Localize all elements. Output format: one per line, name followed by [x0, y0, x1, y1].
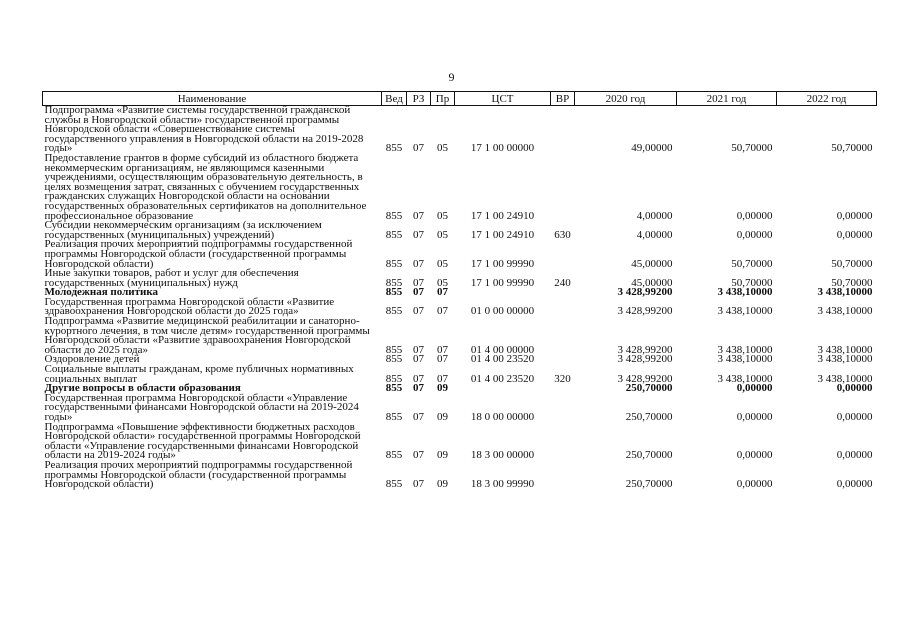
cell-2020: 4,00000 [636, 209, 673, 222]
cell-2021: 3 438,10000 [717, 372, 773, 385]
cell-2021: 0,00000 [736, 478, 773, 491]
cell-vr [551, 423, 575, 461]
cell-2021: 50,70000 [731, 257, 773, 270]
cell-vr [551, 298, 575, 317]
cell-vr [551, 288, 575, 298]
cell-ved: 855 [385, 286, 403, 299]
cell-name: Реализация прочих мероприятий подпрограммы государственной программы Новгородской области (государственной программы Новгородской области) [44, 458, 353, 491]
cell-name: Подпрограмма «Повышение эффективности бюджетных расходов Новгородской области» государственной программы Новгородской области «Управление государственными финансами Новгородской области на 2019-2024 годы» [44, 420, 361, 462]
cell-vr: 320 [554, 372, 571, 385]
cell-ved: 855 [385, 449, 403, 462]
cell-cst [455, 384, 551, 394]
cell-ved: 855 [385, 276, 403, 289]
cell-pr: 09 [437, 449, 448, 462]
table-row [43, 317, 877, 355]
column-header-ved: Вед [382, 92, 407, 106]
cell-2022: 3 438,10000 [817, 343, 873, 356]
cell-ved: 855 [385, 305, 403, 318]
cell-2022: 0,00000 [836, 209, 873, 222]
cell-name: Иные закупки товаров, работ и услуг для обеспечения государственных (муниципальных) нужд [44, 267, 299, 289]
cell-name: Молодежная политика [44, 286, 159, 299]
cell-2020: 3 428,99200 [617, 372, 673, 385]
cell-cst: 17 1 00 99990 [470, 257, 535, 270]
cell-cst [455, 288, 551, 298]
cell-2022: 50,70000 [831, 257, 873, 270]
cell-vr [551, 317, 575, 355]
cell-pr: 07 [437, 286, 448, 299]
cell-name: Подпрограмма «Развитие медицинской реабилитации и санаторно-курортного лечения, в том числе детям» государственной программы Новгородской области «Развитие здравоохранения Новгородской области до 2025 года» [44, 315, 370, 356]
cell-2020: 250,70000 [625, 449, 673, 462]
cell-pr: 05 [437, 257, 448, 270]
cell-2022: 3 438,10000 [817, 353, 873, 366]
cell-2020: 4,00000 [636, 228, 673, 241]
cell-2020: 250,70000 [625, 411, 673, 423]
cell-2022: 50,70000 [831, 142, 873, 155]
cell-rz: 07 [413, 305, 424, 318]
cell-2022: 0,00000 [836, 228, 873, 241]
cell-2021: 3 438,10000 [717, 286, 773, 299]
cell-vr [551, 355, 575, 365]
cell-2021: 0,00000 [736, 382, 773, 395]
cell-2020: 3 428,99200 [617, 286, 673, 299]
cell-rz: 07 [413, 353, 424, 366]
cell-2020: 45,00000 [631, 257, 673, 270]
column-header-2022: 2022 год [777, 92, 877, 106]
cell-2022: 0,00000 [836, 478, 873, 491]
cell-pr: 05 [437, 276, 448, 289]
cell-cst: 01 0 00 00000 [470, 305, 535, 318]
cell-2020: 45,00000 [631, 276, 673, 289]
column-header-2021: 2021 год [677, 92, 777, 106]
cell-ved: 855 [385, 411, 403, 423]
cell-name: Государственная программа Новгородской области «Управление государственными финансами Новгородской области на 2019-2024 годы» [44, 391, 359, 423]
page-number: 9 [448, 70, 455, 84]
cell-ved: 855 [385, 142, 403, 155]
cell-2021: 3 438,10000 [717, 353, 773, 366]
column-header-rz: РЗ [407, 92, 431, 106]
table-body [43, 106, 877, 490]
cell-2021: 50,70000 [731, 142, 773, 155]
cell-name: Социальные выплаты гражданам, кроме публичных нормативных социальных выплат [44, 363, 354, 385]
cell-cst: 17 1 00 99990 [470, 276, 535, 289]
budget-table [42, 91, 877, 490]
cell-ved: 855 [385, 257, 403, 270]
cell-vr: 240 [554, 276, 571, 289]
column-header-vr: ВР [551, 92, 575, 106]
cell-rz: 07 [413, 382, 424, 395]
cell-ved: 855 [385, 382, 403, 395]
cell-rz: 07 [413, 372, 424, 385]
cell-name: Реализация прочих мероприятий подпрограммы государственной программы Новгородской области (государственной программы Новгородской области) [44, 238, 353, 270]
cell-vr [551, 394, 575, 423]
cell-2021: 0,00000 [736, 411, 773, 423]
cell-ved: 855 [385, 478, 403, 491]
cell-vr [551, 240, 575, 269]
cell-ved: 855 [385, 209, 403, 222]
cell-rz: 07 [413, 257, 424, 270]
cell-ved: 855 [385, 353, 403, 366]
cell-rz: 07 [413, 209, 424, 222]
cell-2022: 3 438,10000 [817, 305, 873, 318]
cell-cst: 17 1 00 24910 [470, 228, 535, 241]
cell-cst: 18 0 00 00000 [470, 411, 535, 423]
cell-cst: 01 4 00 23520 [470, 353, 535, 366]
cell-pr: 07 [437, 343, 448, 356]
cell-cst: 17 1 00 24910 [470, 209, 535, 222]
cell-vr: 630 [554, 228, 571, 241]
cell-vr [551, 154, 575, 221]
cell-pr: 09 [437, 411, 448, 423]
table-row [43, 461, 877, 490]
cell-2021: 0,00000 [736, 209, 773, 222]
cell-pr: 07 [437, 353, 448, 366]
table-row [43, 154, 877, 221]
cell-2020: 3 428,99200 [617, 353, 673, 366]
cell-pr: 09 [437, 382, 448, 395]
cell-2021: 50,70000 [731, 276, 773, 289]
cell-rz: 07 [413, 276, 424, 289]
cell-2022: 0,00000 [836, 382, 873, 395]
cell-rz: 07 [413, 411, 424, 423]
cell-cst: 17 1 00 00000 [470, 142, 535, 155]
column-header-cst: ЦСТ [455, 92, 551, 106]
cell-cst: 18 3 00 99990 [470, 478, 535, 491]
cell-2020: 3 428,99200 [617, 343, 673, 356]
cell-name: Оздоровление детей [44, 353, 140, 366]
cell-name: Субсидии некоммерческим организациям (за исключением государственных (муниципальных) учреждений) [44, 219, 322, 241]
cell-2021: 0,00000 [736, 449, 773, 462]
cell-2020: 49,00000 [631, 142, 673, 155]
cell-name: Предоставление грантов в форме субсидий из областного бюджета некоммерческим организациям, не являющимся казенными учреждениями, осуществляющим образовательную деятельность, в целях возмещения затрат, связанных с обучением государственных гражданских служащих Новгородской области на основании государственных образовательных сертификатов на дополнительное профессиональное образование [44, 151, 367, 222]
cell-pr: 05 [437, 228, 448, 241]
cell-2020: 250,70000 [625, 478, 673, 491]
cell-rz: 07 [413, 449, 424, 462]
cell-2022: 0,00000 [836, 449, 873, 462]
cell-pr: 07 [437, 305, 448, 318]
cell-rz: 07 [413, 286, 424, 299]
cell-name: Подпрограмма «Развитие системы государственной гражданской службы в Новгородской области» государственной программы Новгородской области «Совершенствование системы государственного управления в Новгородской области на 2019-2028 годы» [44, 104, 364, 155]
cell-ved: 855 [385, 228, 403, 241]
column-header-pr: Пр [431, 92, 455, 106]
cell-pr: 07 [437, 372, 448, 385]
cell-ved: 855 [385, 343, 403, 356]
cell-rz: 07 [413, 228, 424, 241]
table-row [43, 240, 877, 269]
cell-name: Другие вопросы в области образования [44, 382, 241, 395]
cell-2021: 0,00000 [736, 228, 773, 241]
cell-2020: 250,70000 [625, 382, 673, 395]
cell-cst: 01 4 00 23520 [470, 372, 535, 385]
cell-2022: 3 438,10000 [817, 286, 873, 299]
cell-vr [551, 106, 575, 154]
cell-rz: 07 [413, 478, 424, 491]
cell-2022: 3 438,10000 [817, 372, 873, 385]
cell-rz: 07 [413, 142, 424, 155]
cell-cst: 01 4 00 00000 [470, 343, 535, 356]
cell-vr [551, 461, 575, 490]
table-row [43, 106, 877, 154]
cell-2021: 3 438,10000 [717, 305, 773, 318]
cell-vr [551, 384, 575, 394]
table-row [43, 394, 877, 423]
cell-ved: 855 [385, 372, 403, 385]
cell-2020: 3 428,99200 [617, 305, 673, 318]
cell-cst: 18 3 00 00000 [470, 449, 535, 462]
cell-name: Государственная программа Новгородской области «Развитие здравоохранения Новгородской области до 2025 года» [44, 295, 335, 318]
cell-pr: 09 [437, 478, 448, 491]
cell-2022: 0,00000 [836, 411, 873, 423]
cell-pr: 05 [437, 209, 448, 222]
cell-rz: 07 [413, 343, 424, 356]
column-header-name: Наименование [43, 92, 382, 106]
cell-2021: 3 438,10000 [717, 343, 773, 356]
cell-2022: 50,70000 [831, 276, 873, 289]
column-header-2020: 2020 год [575, 92, 677, 106]
table-row [43, 423, 877, 461]
cell-pr: 05 [437, 142, 448, 155]
